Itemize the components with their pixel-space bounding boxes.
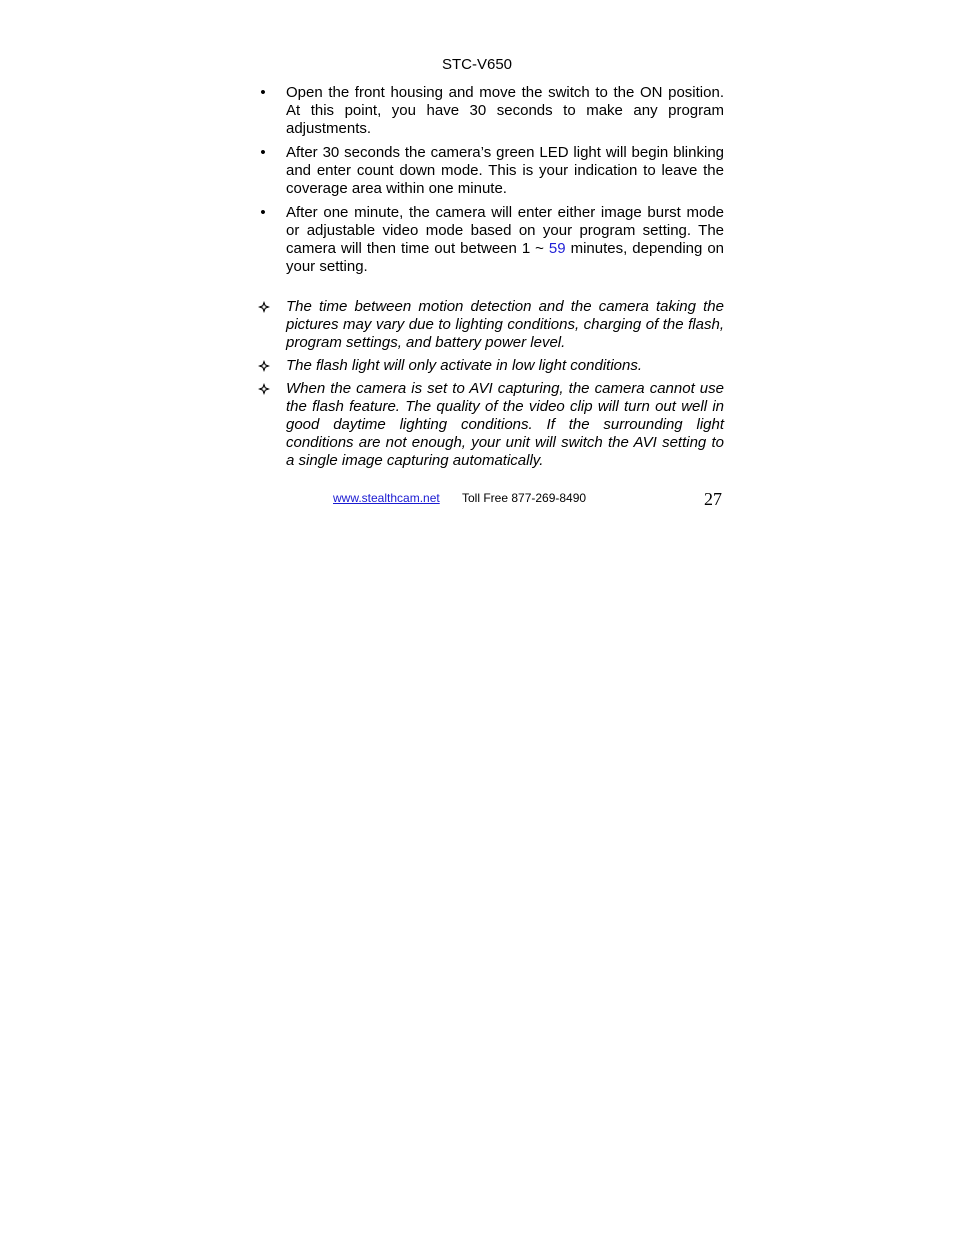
instruction-text-part: After one minute, the camera will enter either image burst mode or adjustable video mode based on your program setting. The camera will then time out between 1 ~ [286, 204, 724, 257]
instruction-text [286, 204, 724, 275]
note-item [252, 298, 724, 352]
diamond-ornament-icon [256, 358, 272, 374]
page-header-title: STC-V650 [441, 56, 513, 73]
bullet-dot-icon: • [260, 84, 266, 101]
instruction-item [252, 144, 724, 198]
website-link[interactable]: www.stealthcam.net [333, 491, 440, 505]
instruction-text: Open the front housing and move the switch to the ON position. At this point, you have 30 seconds to make any program adjustments. [286, 84, 724, 137]
note-text: When the camera is set to AVI capturing, the camera cannot use the flash feature. The quality of the video clip will turn out well in good daytime lighting conditions. If the surrounding light conditions are not enough, your unit will switch the AVI setting to a single image capturing automatically. [286, 380, 724, 469]
instruction-item [252, 84, 724, 138]
diamond-ornament-icon [256, 299, 272, 315]
page-number: 27 [704, 489, 722, 509]
instruction-text: After 30 seconds the camera’s green LED light will begin blinking and enter count down mode. This is your indication to leave the coverage area within one minute. [286, 144, 724, 197]
bullet-dot-icon: • [260, 204, 266, 221]
note-item [252, 357, 724, 375]
instruction-text-part: minutes, depending on your setting. [286, 240, 725, 275]
note-item [252, 380, 724, 470]
instruction-list [252, 84, 724, 276]
page-content [252, 84, 724, 475]
notes-list [252, 298, 724, 470]
timeout-max-minutes: 59 [548, 240, 566, 257]
page-footer [0, 490, 954, 512]
instruction-item [252, 204, 724, 276]
note-text: The time between motion detection and the camera taking the pictures may vary due to lighting conditions, charging of the flash, program settings, and battery power level. [286, 298, 724, 351]
diamond-ornament-icon [256, 381, 272, 397]
bullet-dot-icon: • [260, 144, 266, 161]
toll-free-phone: Toll Free 877-269-8490 [462, 491, 587, 505]
note-text: The flash light will only activate in low light conditions. [286, 357, 643, 374]
